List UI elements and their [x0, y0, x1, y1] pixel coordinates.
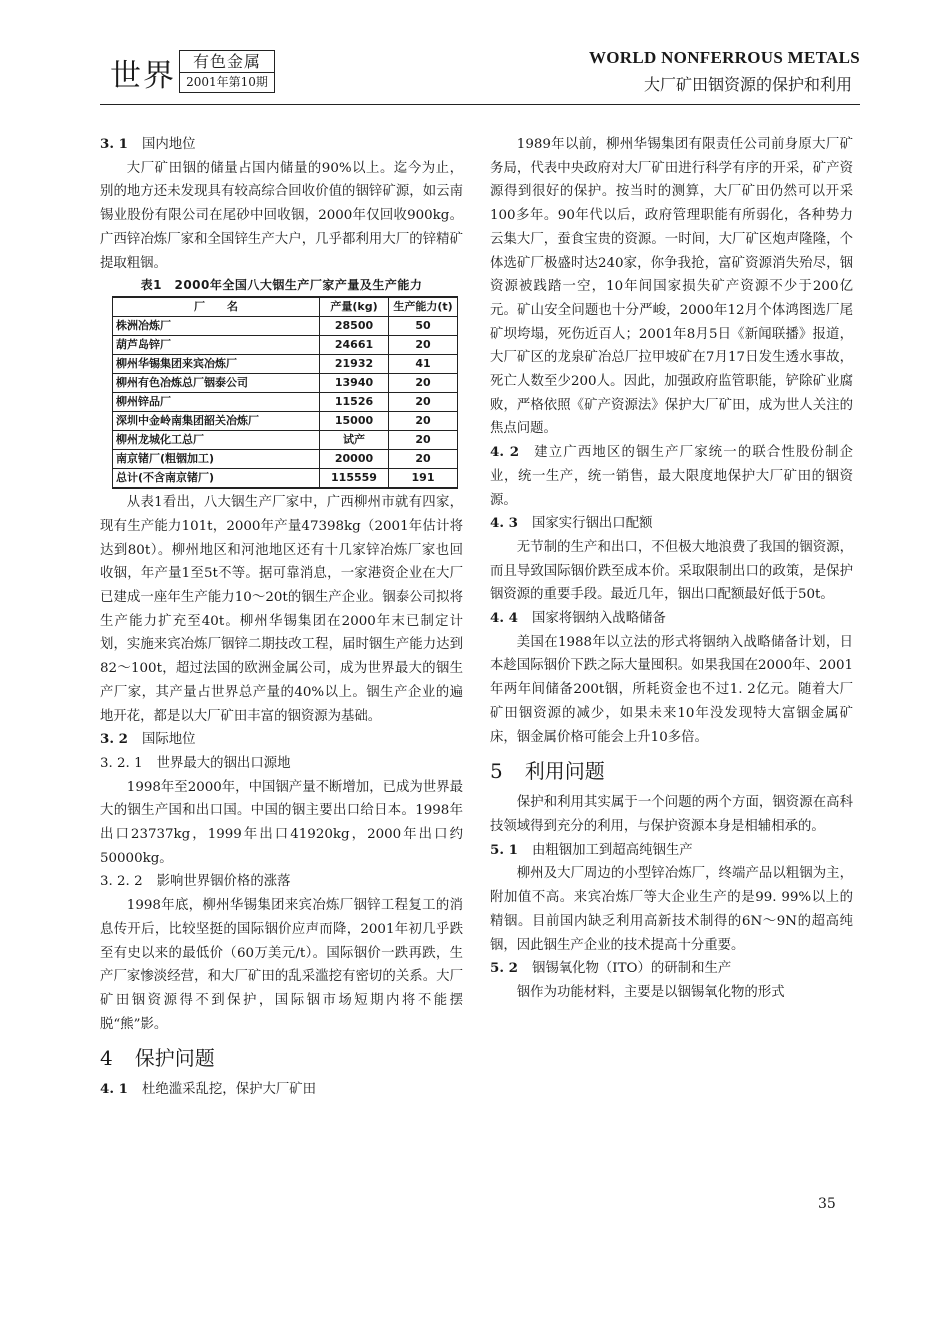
- table-row: 深圳中金岭南集团韶关冶炼厂 15000 20: [113, 412, 458, 431]
- section-heading: 5. 1 由粗铟加工到超高纯铟生产: [490, 841, 693, 858]
- chapter-heading: 4 保护问题: [100, 1046, 215, 1071]
- paragraph: 从表1看出，八大铟生产厂家中，广西柳州市就有四家，现有生产能力101t，2000年产量47398kg（2001年估计将达到80t）。柳州地区和河池地区还有十几家锌冶炼厂家也回收铟，年产量1至5t不等。据可靠消息，一家港资企业在大厂已建成一座年生产能力10～20t的铟生产企业。铟泰公司拟将生产能力扩充至40t。柳州华锡集团在2000年末已制定计划，实施来宾冶炼厂铟锌二期技改工程，届时铟生产能力达到82～100t，超过法国的欧洲金属公司，成为世界最大的铟生产厂家，其产量占世界总产量的40%以上。铟生产企业的遍地开花，都是以大厂矿田丰富的铟资源为基础。: [100, 495, 463, 724]
- table-total-row: 总计(不含南京锗厂) 115559 191: [113, 469, 458, 489]
- paragraph: 1998年至2000年，中国铟产量不断增加，已成为世界最大的铟生产国和出口国。中国的铟主要出口给日本。1998年出口23737kg，1999年出口41920kg，2000年出口约50000kg。: [100, 779, 463, 866]
- table-row: 柳州龙城化工总厂 试产 20: [113, 431, 458, 450]
- left-column: [100, 133, 463, 1102]
- section-heading: 4. 3 国家实行铟出口配额: [490, 515, 653, 532]
- table-row: 南京锗厂(粗铟加工) 20000 20: [113, 450, 458, 469]
- section-heading: 4. 4 国家将铟纳入战略储备: [490, 610, 666, 627]
- paragraph: 1989年以前，柳州华锡集团有限责任公司前身原大厂矿务局，代表中央政府对大厂矿田进行科学有序的开采，矿产资源得到很好的保护。按当时的测算，大厂矿田仍然可以开采100多年。90年代以后，政府管理职能有所弱化，各种势力云集大厂，蚕食宝贵的资源。一时间，大厂矿区炮声隆隆，个体选矿厂极盛时达240家，你争我抢，富矿资源消失殆尽，铟资源被践踏一空，10年间国家损失矿产资源不少于200亿元。矿山安全问题也十分严峻，2000年12月个体鸿图选厂尾矿坝垮塌，死伤近百人；2001年8月5日《新闻联播》报道，大厂矿区的龙泉矿冶总厂拉甲坡矿在7月17日发生透水事故，死亡人数至少200人。因此，加强政府监管职能，铲除矿业腐败，严格依照《矿产资源法》保护大厂矿田，成为世人关注的焦点问题。: [490, 137, 853, 437]
- table-row: 株洲冶炼厂 28500 50: [113, 317, 458, 336]
- section-heading: 3. 2 国际地位: [100, 731, 196, 748]
- paragraph: 柳州及大厂周边的小型锌冶炼厂，终端产品以粗铟为主，附加值不高。来宾冶炼厂等大企业生产的是99. 99%以上的精铟。目前国内缺乏利用高新技术制得的6N～9N的超高纯铟，因此铟生产企业的技术提高十分重要。: [490, 866, 853, 953]
- table-title: 表1 2000年全国八大铟生产厂家产量及生产能力: [140, 278, 423, 293]
- paragraph: 铟作为功能材料，主要是以铟锡氧化物的形式: [516, 984, 785, 1000]
- subsection-heading: 3. 2. 1 世界最大的铟出口源地: [100, 755, 291, 771]
- journal-english-title: WORLD NONFERROUS METALS: [588, 48, 860, 67]
- article-running-title: 大厂矿田铟资源的保护和利用: [643, 75, 852, 94]
- table-row: 柳州锌品厂 11526 20: [113, 393, 458, 412]
- column-header: 产量(kg): [320, 297, 389, 317]
- journal-brand-box: [179, 50, 275, 93]
- table-row: 柳州华锡集团来宾冶炼厂 21932 41: [113, 355, 458, 374]
- column-header: 厂 名: [113, 297, 320, 317]
- paragraph: 大厂矿田铟的储量占国内储量的90%以上。迄今为止，别的地方还未发现具有较高综合回收价值的铟锌矿源，如云南锡业股份有限公司在尾砂中回收铟，2000年仅回收900kg。广西锌冶炼厂家和全国锌生产大户，几乎都利用大厂的锌精矿提取粗铟。: [100, 160, 463, 271]
- subsection-heading: 3. 2. 2 影响世界铟价格的涨落: [100, 874, 291, 890]
- paragraph: 美国在1988年以立法的形式将铟纳入战略储备计划，日本趁国际铟价下跌之际大量囤积。如果我国在2000年、2001年两年间储备200t铟，所耗资金也不过1. 2亿元。随着大厂矿田铟资源的减少，如果未来10年没发现特大富铟金属矿床，铟金属价格可能会上升10多倍。: [490, 634, 853, 745]
- column-header: 生产能力(t): [389, 297, 458, 317]
- journal-brand: 世界: [110, 58, 176, 94]
- section-heading: 4. 2 建立广西地区的铟生产厂家统一的联合性股份制企业，统一生产，统一销售，最大限度地保护大厂矿田的铟资源。: [490, 444, 853, 508]
- table-row: 柳州有色冶炼总厂铟泰公司 13940 20: [113, 374, 458, 393]
- section-heading: 4. 1 杜绝滥采乱挖，保护大厂矿田: [100, 1081, 317, 1098]
- chapter-heading: 5 利用问题: [490, 759, 605, 784]
- journal-brand-subtitle: 有色金属: [180, 51, 274, 73]
- issue-label: 2001年第10期: [186, 75, 268, 89]
- paragraph: 保护和利用其实属于一个问题的两个方面，铟资源在高科技领域得到充分的利用，与保护资源本身是相辅相承的。: [490, 795, 853, 834]
- running-header: [100, 44, 860, 102]
- production-table: [112, 296, 458, 489]
- table-row: 葫芦岛锌厂 24661 20: [113, 336, 458, 355]
- table-header-row: [113, 297, 458, 317]
- section-heading: 3. 1 国内地位: [100, 136, 196, 152]
- paragraph: 无节制的生产和出口，不但极大地浪费了我国的铟资源，而且导致国际铟价跌至成本价。采取限制出口的政策，是保护铟资源的重要手段。最近几年，铟出口配额最好低于50t。: [490, 539, 853, 603]
- section-heading: 5. 2 铟锡氧化物（ITO）的研制和生产: [490, 960, 732, 977]
- paragraph: 1998年底，柳州华锡集团来宾冶炼厂铟锌工程复工的消息传开后，比较坚挺的国际铟价应声而降，2001年初几乎跌至有史以来的最低价（60万美元/t）。国际铟价一跌再跌，生产厂家惨淡经营，和大厂矿田的乱采滥挖有密切的关系。大厂矿田铟资源得不到保护，国际铟市场短期内将不能摆脱“熊”影。: [100, 898, 463, 1032]
- header-rule: [100, 104, 860, 105]
- right-column: [490, 133, 853, 1005]
- page-number: 35: [818, 1196, 836, 1212]
